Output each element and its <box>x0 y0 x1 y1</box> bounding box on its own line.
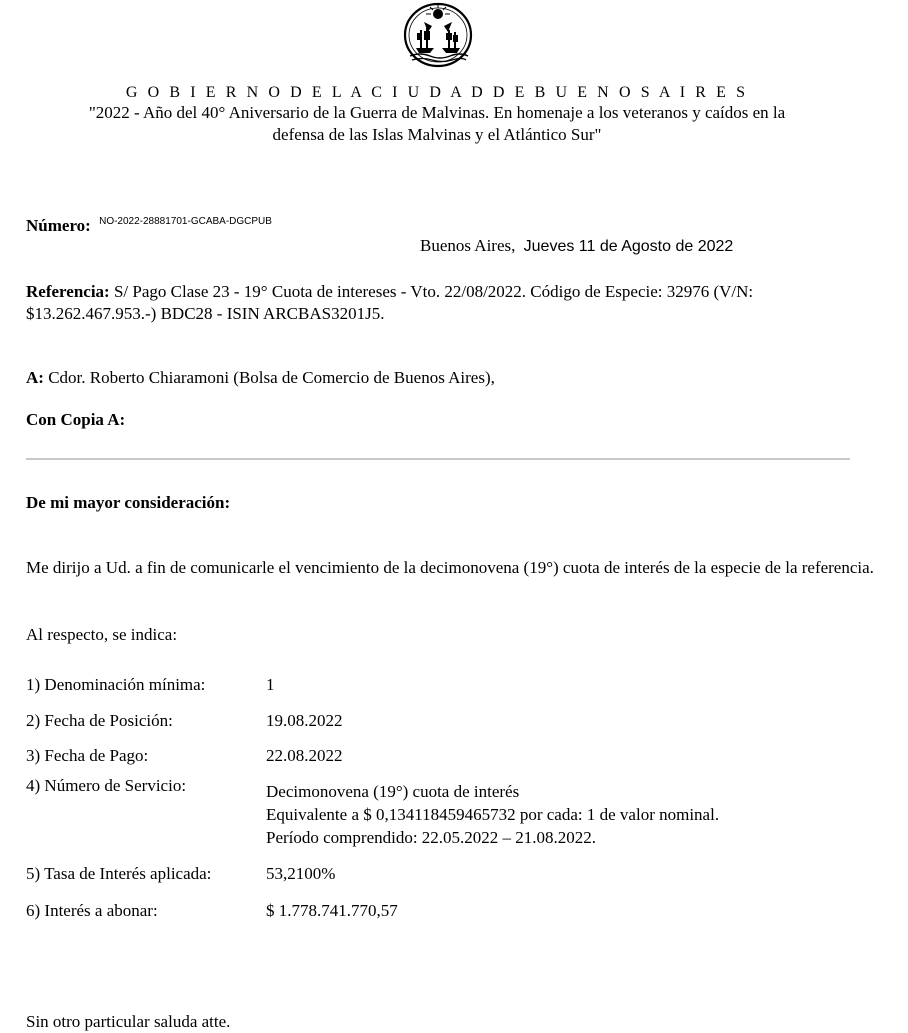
item-value-2: 19.08.2022 <box>266 711 343 730</box>
greeting: De mi mayor consideración: <box>26 493 231 512</box>
referencia-label: Referencia: <box>26 282 110 301</box>
year-motto <box>0 102 874 146</box>
date: Jueves 11 de Agosto de 2022 <box>523 238 734 255</box>
closing: Sin otro particular saluda atte. <box>26 1012 231 1031</box>
referencia-line-1 <box>26 280 753 303</box>
intro-text: Al respecto, se indica: <box>26 625 178 644</box>
item-label-5: 5) Tasa de Interés aplicada: <box>26 864 212 883</box>
item-value-5: 53,2100% <box>266 864 336 883</box>
item-value-6: $ 1.778.741.770,57 <box>266 901 398 920</box>
body-paragraph: Me dirijo a Ud. a fin de comunicarle el vencimiento de la decimonovena (19°) cuota de interés de la especie de la referencia. <box>26 558 874 577</box>
item-value-3: 22.08.2022 <box>266 746 343 765</box>
coat-of-arms-icon <box>402 0 474 68</box>
government-name: G O B I E R N O D E L A C I U D A D D E B U E N O S A I R E S <box>125 84 749 101</box>
motto-line-2: defensa de las Islas Malvinas y el Atlántico Sur" <box>272 125 602 144</box>
numero-row <box>26 210 272 237</box>
divider <box>26 458 850 460</box>
numero-value: NO-2022-28881701-GCABA-DGCPUB <box>99 216 272 227</box>
item-value-4-line-3: Período comprendido: 22.05.2022 – 21.08.2022. <box>266 828 597 847</box>
place: Buenos Aires, <box>420 236 516 255</box>
item-label-4: 4) Número de Servicio: <box>26 776 187 795</box>
item-value-4-line-1: Decimonovena (19°) cuota de interés <box>266 782 520 801</box>
cc-label: Con Copia A: <box>26 410 126 429</box>
item-label-1: 1) Denominación mínima: <box>26 675 206 694</box>
referencia-line-2: $13.262.467.953.-) BDC28 - ISIN ARCBAS3201J5. <box>26 304 385 323</box>
numero-label: Número: <box>26 216 91 235</box>
recipient-row <box>26 366 495 389</box>
item-label-6: 6) Interés a abonar: <box>26 901 158 920</box>
item-value-4-line-2: Equivalente a $ 0,134118459465732 por cada: 1 de valor nominal. <box>266 805 720 824</box>
referencia-text-1: S/ Pago Clase 23 - 19° Cuota de intereses - Vto. 22/08/2022. Código de Especie: 32976 (V/N: <box>113 282 754 301</box>
item-label-3: 3) Fecha de Pago: <box>26 746 149 765</box>
recipient-label: A: <box>26 368 44 387</box>
date-row <box>420 234 733 258</box>
item-label-2: 2) Fecha de Posición: <box>26 711 173 730</box>
item-value-1: 1 <box>266 675 275 694</box>
recipient-value: Cdor. Roberto Chiaramoni (Bolsa de Comercio de Buenos Aires), <box>48 368 495 387</box>
motto-line-1: "2022 - Año del 40° Aniversario de la Guerra de Malvinas. En homenaje a los veteranos y caídos en la <box>88 103 786 122</box>
